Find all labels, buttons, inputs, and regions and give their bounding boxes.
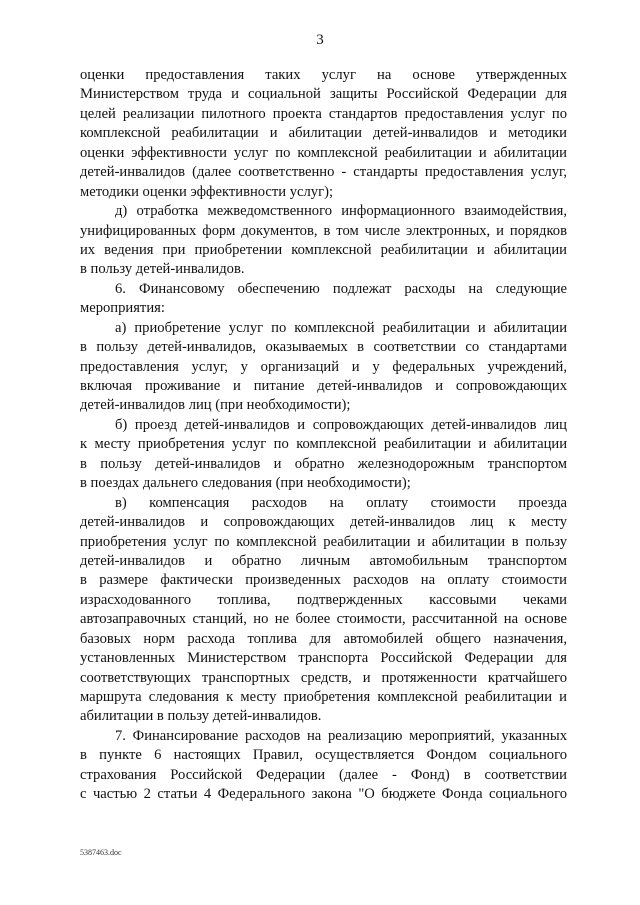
text-line: целей реализации пилотного проекта стандартов предоставления услуг по xyxy=(80,105,567,122)
text-line: Министерством труда и социальной защиты Российской Федерации для xyxy=(80,86,567,103)
text-line: абилитации в пользу детей-инвалидов. xyxy=(80,708,322,725)
text-line: методики оценки эффективности услуг); xyxy=(80,183,333,200)
text-line: автозаправочных станций, но не более стоимости, рассчитанной на основе xyxy=(80,611,567,628)
document-code: 5387463.doc xyxy=(80,848,122,857)
text-line: израсходованного топлива, подтвержденных кассовыми чеками xyxy=(80,591,567,608)
text-line: страхования Российской Федерации (далее - Фонд) в соответствии xyxy=(80,766,567,783)
text-line: 7. Финансирование расходов на реализацию мероприятий, указанных xyxy=(115,727,567,744)
text-line: включая проживание и питание детей-инвалидов и сопровождающих xyxy=(80,378,567,394)
text-line: комплексной реабилитации и абилитации детей-инвалидов и методики xyxy=(80,125,567,142)
text-line: в поездах дальнего следования (при необходимости); xyxy=(80,475,411,492)
text-line: установленных Министерством транспорта Российской Федерации для xyxy=(80,650,567,667)
text-line: оценки предоставления таких услуг на основе утвержденных xyxy=(80,67,567,83)
text-line: приобретения услуг по комплексной реабилитации и абилитации в пользу xyxy=(80,533,567,550)
text-line: мероприятия: xyxy=(80,300,165,317)
text-line: их ведения при приобретении комплексной реабилитации и абилитации xyxy=(80,241,567,258)
text-line: детей-инвалидов и обратно личным автомобильным транспортом xyxy=(80,552,567,569)
text-line: б) проезд детей-инвалидов и сопровождающих детей-инвалидов лиц xyxy=(115,416,567,433)
text-line: маршрута следования к месту приобретения комплексной реабилитации и xyxy=(80,689,567,705)
text-line: детей-инвалидов (далее соответственно - стандарты предоставления услуг, xyxy=(80,164,567,181)
document-body xyxy=(80,66,567,805)
text-line: в) компенсация расходов на оплату стоимости проезда xyxy=(115,494,567,511)
text-line: оценки эффективности услуг по комплексной реабилитации и абилитации xyxy=(80,144,567,161)
text-line: с частью 2 статьи 4 Федерального закона "О бюджете Фонда социального xyxy=(80,786,567,803)
text-line: предоставления услуг, у организаций и у федеральных учреждений, xyxy=(80,358,567,375)
text-line: д) отработка межведомственного информационного взаимодействия, xyxy=(115,203,567,220)
text-line: а) приобретение услуг по комплексной реабилитации и абилитации xyxy=(115,319,567,336)
text-line: унифицированных форм документов, в том числе электронных, и порядков xyxy=(80,222,567,239)
text-line: в пользу детей-инвалидов. xyxy=(80,261,245,278)
text-line: в размере фактически произведенных расходов на оплату стоимости xyxy=(80,572,567,589)
text-line: в пункте 6 настоящих Правил, осуществляется Фондом социального xyxy=(80,747,567,764)
page-number: 3 xyxy=(316,32,324,48)
text-line: к месту приобретения услуг по комплексной реабилитации и абилитации xyxy=(80,436,567,453)
text-line: детей-инвалидов и сопровождающих детей-инвалидов лиц к месту xyxy=(80,514,567,531)
text-line: базовых норм расхода топлива для автомобилей общего назначения, xyxy=(80,630,567,647)
text-line: соответствующих транспортных средств, и протяженности кратчайшего xyxy=(80,669,567,686)
text-line: в пользу детей-инвалидов и обратно железнодорожным транспортом xyxy=(80,455,567,472)
text-line: детей-инвалидов лиц (при необходимости); xyxy=(80,397,351,414)
text-line: 6. Финансовому обеспечению подлежат расходы на следующие xyxy=(115,280,567,297)
text-line: в пользу детей-инвалидов, оказываемых в соответствии со стандартами xyxy=(80,339,567,356)
